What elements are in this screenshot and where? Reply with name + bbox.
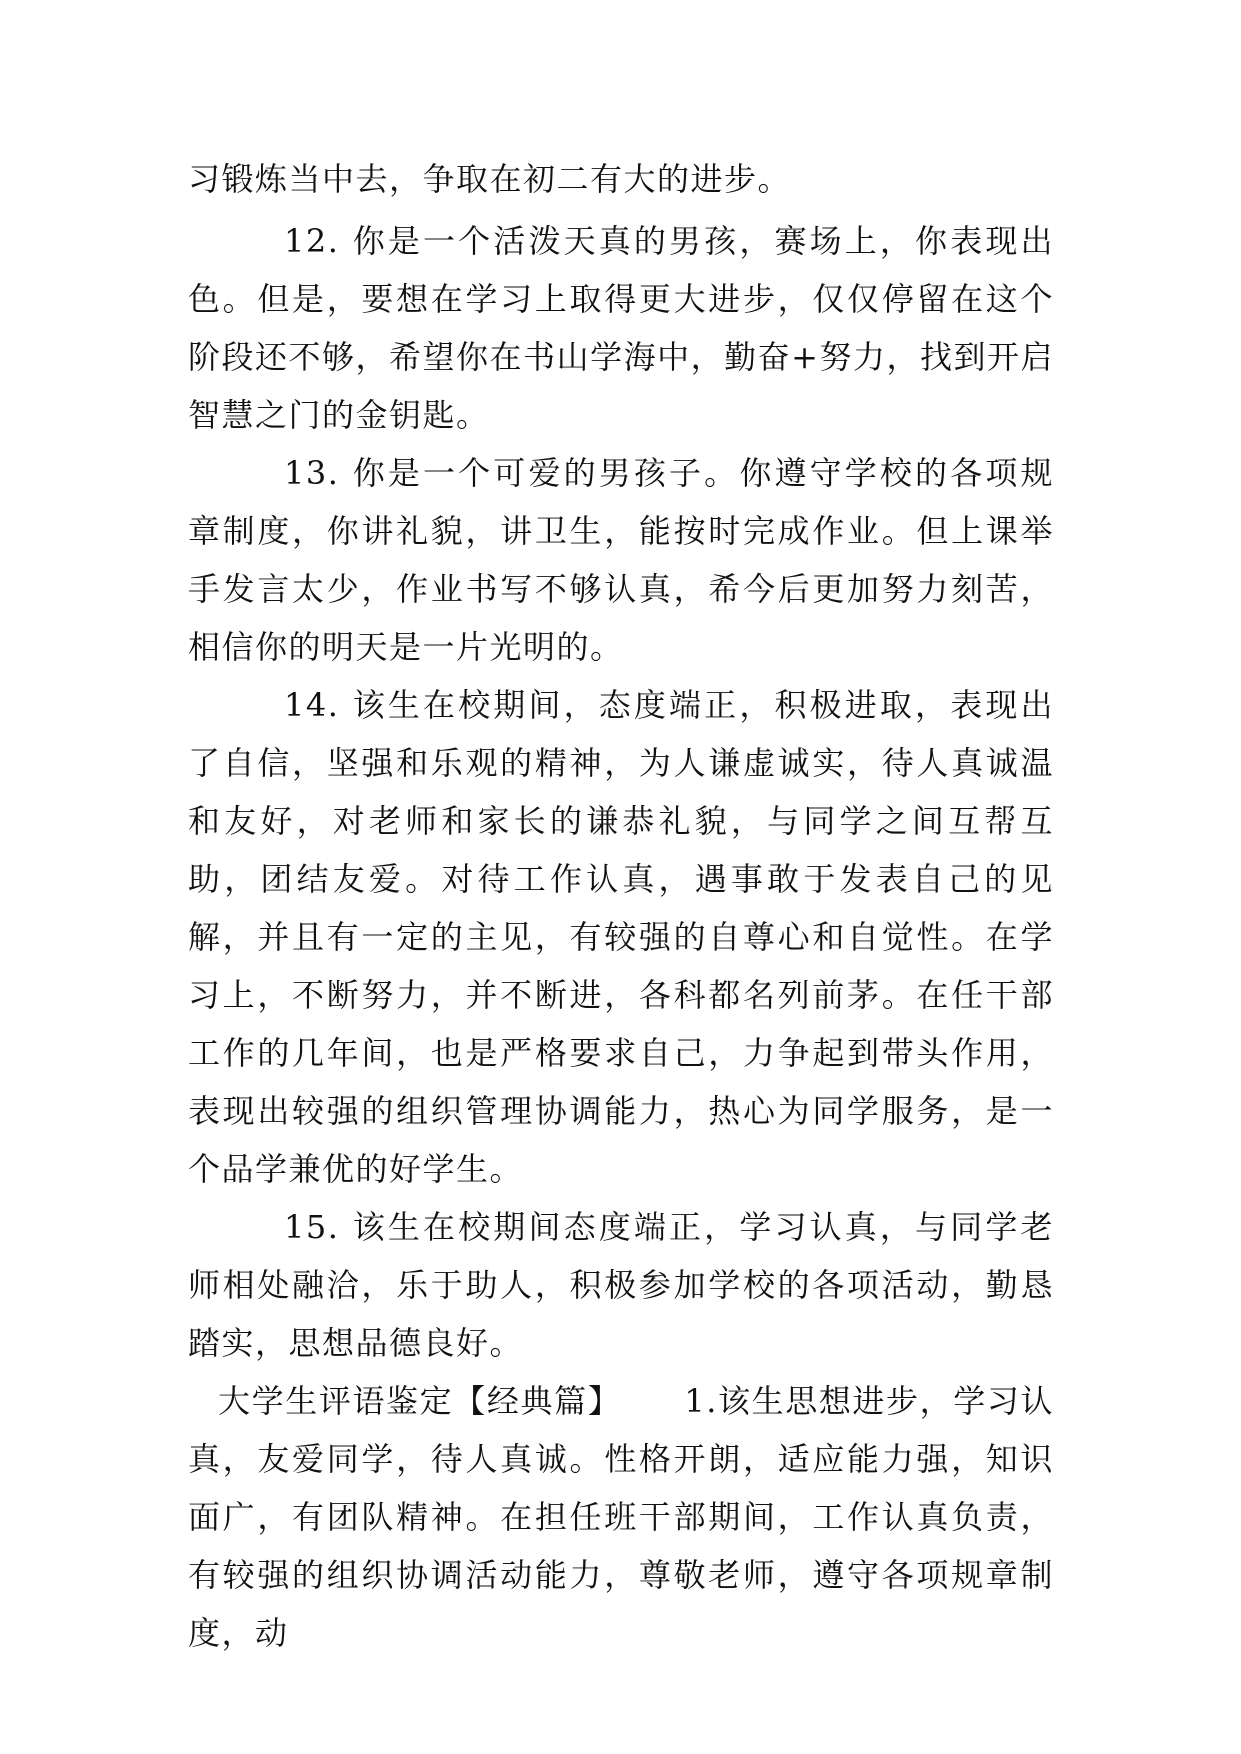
paragraph-item-12: 12. 你是一个活泼天真的男孩，赛场上，你表现出色。但是，要想在学习上取得更大进步，仅仅停留在这个阶段还不够，希望你在书山学海中，勤奋+努力，找到开启智慧之门的金钥匙。 — [188, 222, 1054, 434]
document-body — [188, 150, 1054, 1662]
paragraph-section-classic: 大学生评语鉴定【经典篇】 1.该生思想进步，学习认真，友爱同学，待人真诚。性格开朗，适应能力强，知识面广，有团队精神。在担任班干部期间，工作认真负责，有较强的组织协调活动能力，尊敬老师，遵守各项规章制度，动 — [188, 1382, 1054, 1652]
paragraph-item-14: 14. 该生在校期间，态度端正，积极进取，表现出了自信，坚强和乐观的精神，为人谦虚诚实，待人真诚温和友好，对老师和家长的谦恭礼貌，与同学之间互帮互助，团结友爱。对待工作认真，遇事敢于发表自己的见解，并且有一定的主见，有较强的自尊心和自觉性。在学习上，不断努力，并不断进，各科都名列前茅。在任干部工作的几年间，也是严格要求自己，力争起到带头作用，表现出较强的组织管理协调能力，热心为同学服务，是一个品学兼优的好学生。 — [188, 686, 1054, 1188]
paragraph-item-15: 15. 该生在校期间态度端正，学习认真，与同学老师相处融洽，乐于助人，积极参加学校的各项活动，勤恳踏实，思想品德良好。 — [188, 1208, 1054, 1362]
paragraph-continuation: 习锻炼当中去，争取在初二有大的进步。 — [188, 160, 792, 198]
paragraph-item-13: 13. 你是一个可爱的男孩子。你遵守学校的各项规章制度，你讲礼貌，讲卫生，能按时完成作业。但上课举手发言太少，作业书写不够认真，希今后更加努力刻苦，相信你的明天是一片光明的。 — [188, 454, 1054, 666]
